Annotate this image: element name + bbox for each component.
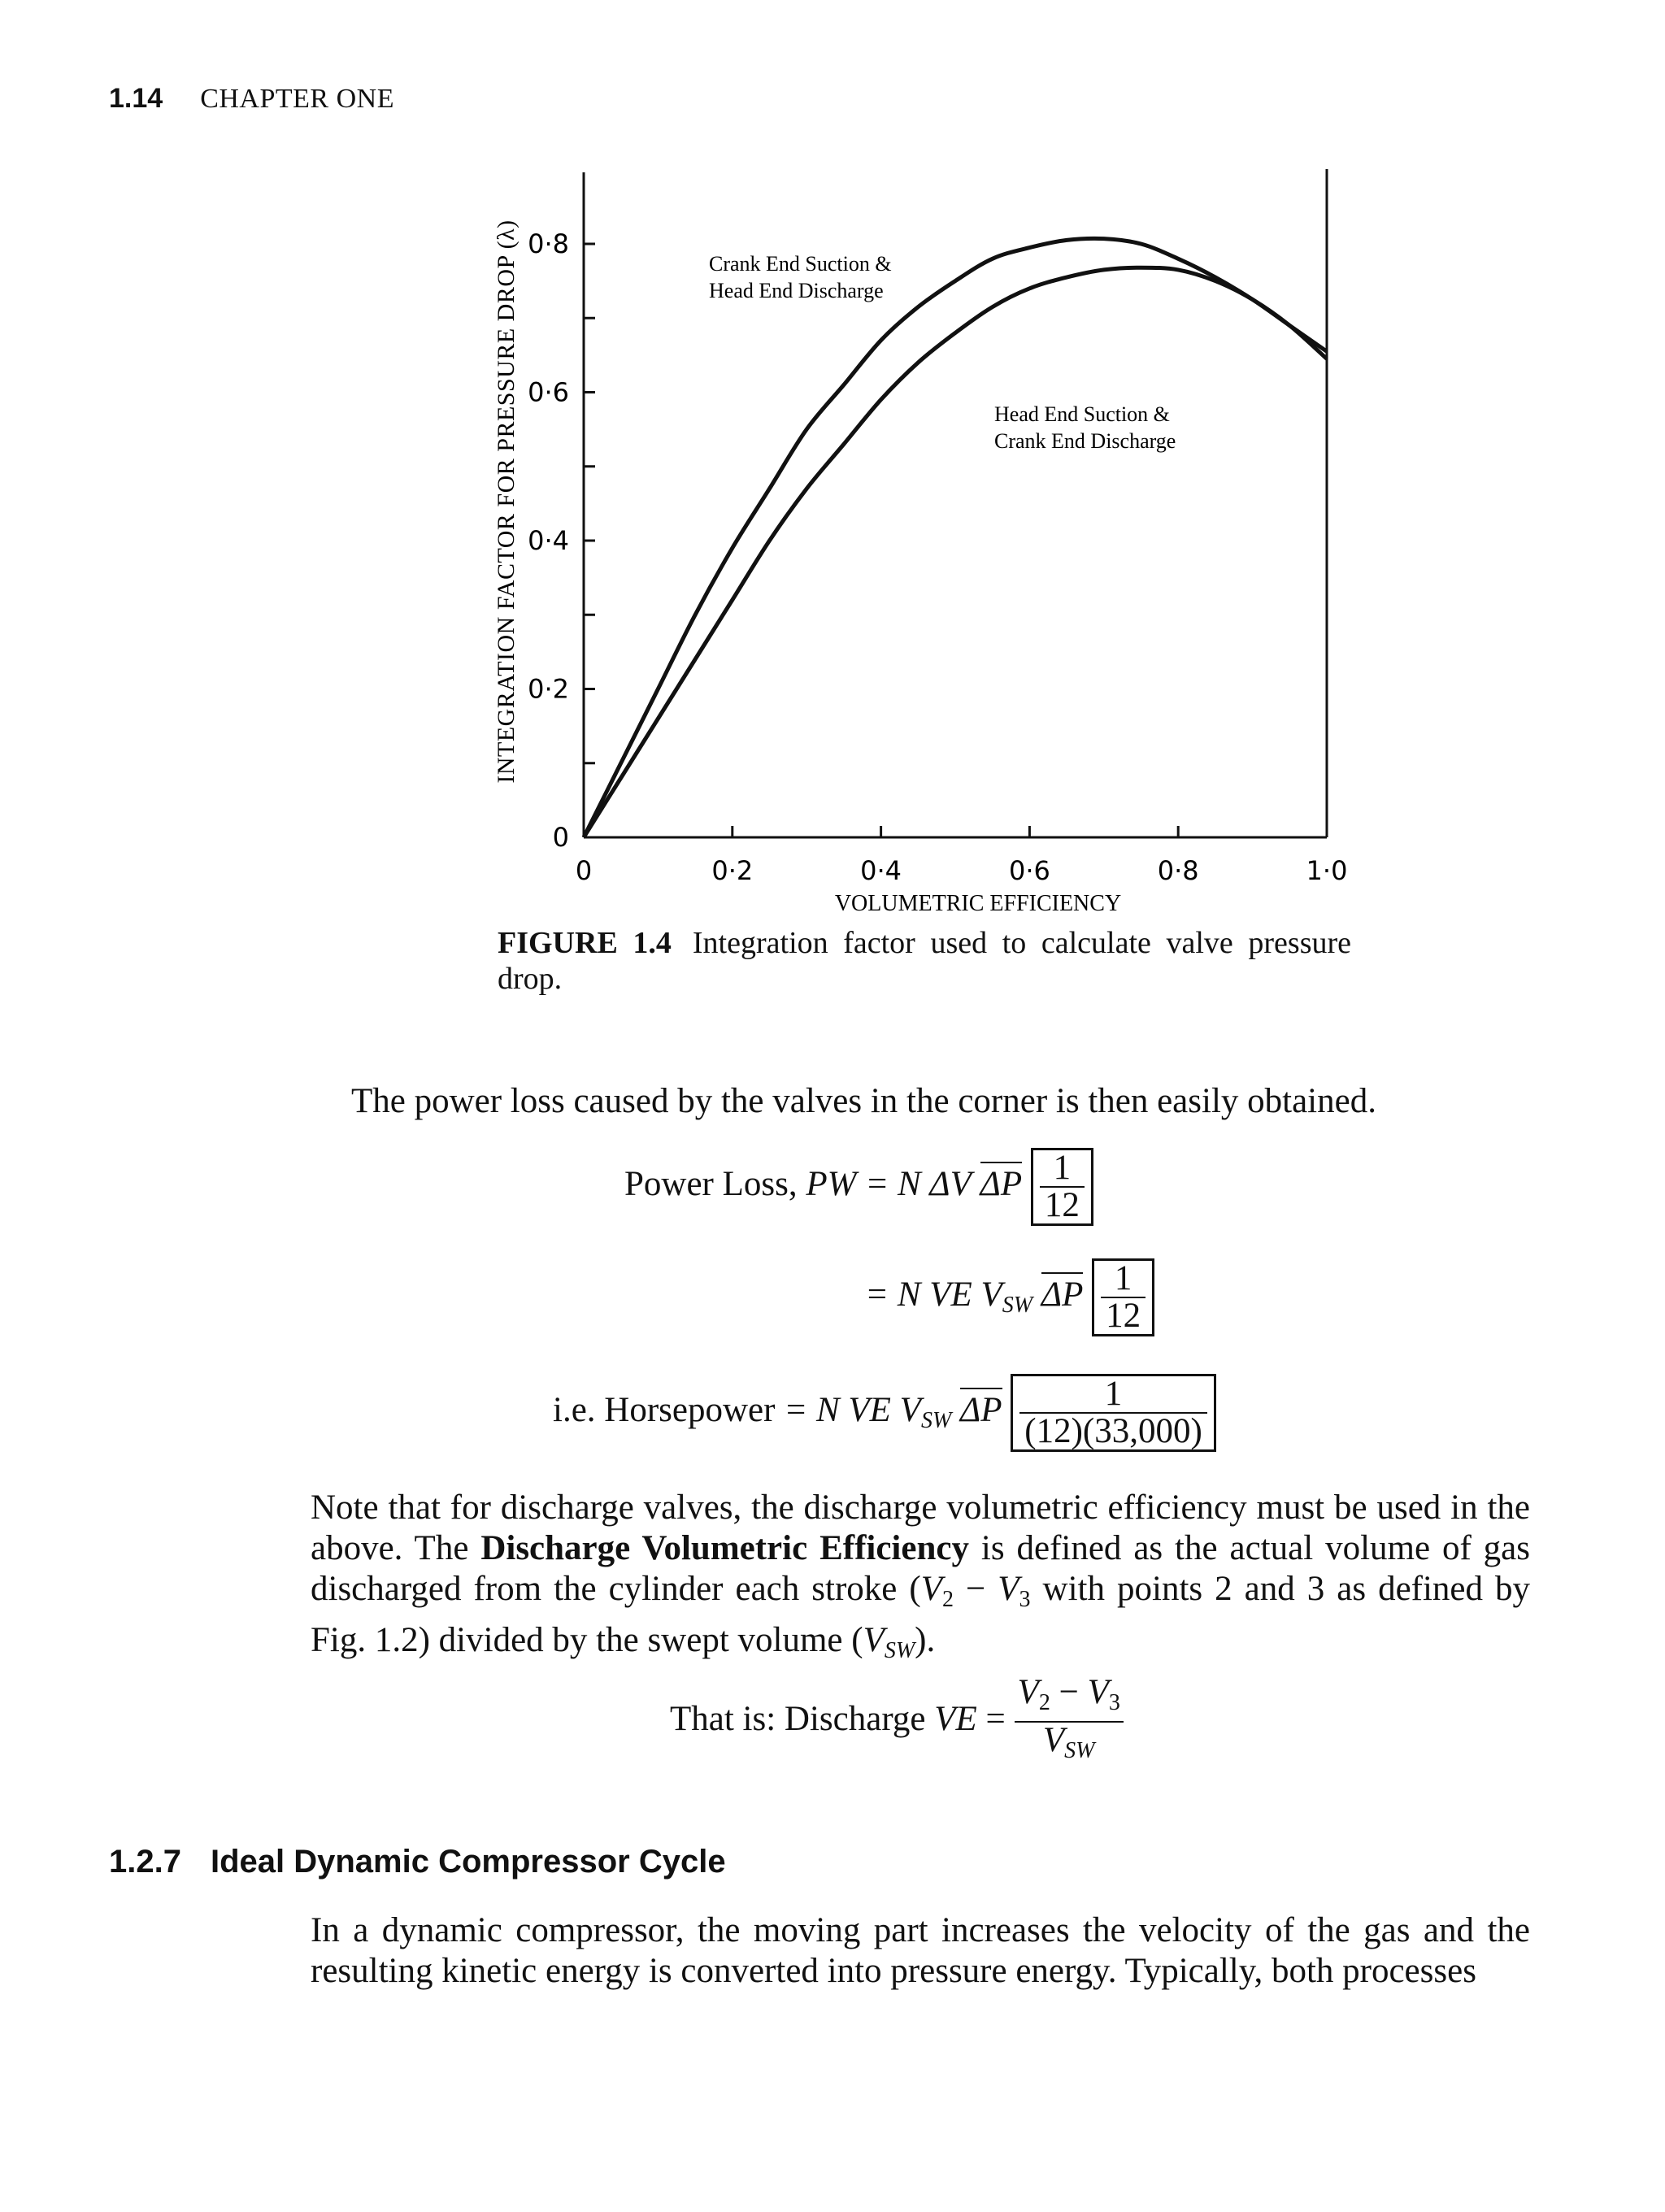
eq4-v3: V bbox=[1087, 1673, 1109, 1711]
eq1-bracket bbox=[1031, 1148, 1093, 1226]
para2-sub2: 2 bbox=[941, 1587, 954, 1612]
eq2-rhs: = N VE V bbox=[865, 1275, 1002, 1314]
x-axis-label: VOLUMETRIC EFFICIENCY bbox=[834, 891, 1122, 916]
x-tick-label: 0·6 bbox=[1008, 855, 1050, 886]
series-label-head-end-suction-line1: Head End Suction & bbox=[994, 402, 1170, 426]
x-tick-label: 0·2 bbox=[711, 855, 754, 886]
series-label-crank-end-suction-line2: Head End Discharge bbox=[709, 279, 884, 302]
section-number: 1.2.7 bbox=[109, 1844, 181, 1880]
y-tick-label: 0 bbox=[552, 822, 569, 853]
section-title: Ideal Dynamic Compressor Cycle bbox=[210, 1844, 726, 1880]
series-label-head-end-suction-line2: Crank End Discharge bbox=[994, 429, 1176, 453]
para2-sub3: 3 bbox=[1019, 1587, 1031, 1612]
y-tick-label: 0·8 bbox=[528, 228, 569, 259]
x-tick-label: 0·4 bbox=[860, 855, 902, 886]
series-head-end-suction-curve bbox=[584, 267, 1327, 837]
eq4-fraction bbox=[1015, 1675, 1124, 1769]
para2-c: with points 2 and 3 as defined by Fig. 1.2) divided by the swept volume ( bbox=[311, 1570, 1531, 1659]
chart-frame bbox=[584, 169, 1327, 837]
eq1-pw: PW bbox=[806, 1164, 857, 1203]
figure-label: FIGURE 1.4 bbox=[498, 926, 672, 960]
para2-sw: SW bbox=[884, 1638, 915, 1663]
chart-ticks bbox=[584, 244, 1178, 837]
chart-tick-labels bbox=[528, 228, 1347, 886]
figure-caption-text: Integration factor used to calculate valve pressure drop. bbox=[498, 926, 1351, 996]
eq1-lead: Power Loss, bbox=[624, 1164, 806, 1203]
section-heading bbox=[109, 1844, 726, 1880]
para2-minus: − bbox=[965, 1570, 986, 1608]
eq2-sw: SW bbox=[1002, 1292, 1033, 1318]
y-tick-label: 0·2 bbox=[528, 673, 569, 705]
eq4-ve: VE bbox=[934, 1699, 977, 1738]
eq2-den: 12 bbox=[1106, 1297, 1141, 1335]
eq3-den: (12)(33,000) bbox=[1024, 1412, 1202, 1450]
eq3-dp: ΔP bbox=[960, 1388, 1002, 1429]
eq4-den bbox=[1015, 1723, 1124, 1769]
eq4-vsw: V bbox=[1042, 1721, 1065, 1759]
para2-vsw: V bbox=[863, 1621, 885, 1659]
eq1-den: 12 bbox=[1044, 1186, 1080, 1224]
equation-power-loss bbox=[624, 1148, 1093, 1226]
eq1-dp: ΔP bbox=[980, 1162, 1023, 1203]
eq3-bracket bbox=[1011, 1374, 1216, 1452]
y-axis-label: INTEGRATION FACTOR FOR PRESSURE DROP (λ) bbox=[493, 219, 519, 784]
para2-v3: V bbox=[998, 1570, 1019, 1608]
eq4-sw: SW bbox=[1064, 1738, 1095, 1763]
x-tick-label: 0 bbox=[575, 855, 593, 886]
integration-factor-chart bbox=[0, 0, 1665, 927]
equation-horsepower bbox=[553, 1374, 1216, 1452]
eq4-v2: V bbox=[1017, 1673, 1039, 1711]
eq4-minus: − bbox=[1059, 1673, 1079, 1711]
para2-b: is defined as the actual volume of gas discharged from the cylinder each stroke ( bbox=[311, 1529, 1531, 1608]
eq2-num: 1 bbox=[1101, 1261, 1146, 1298]
eq1-num: 1 bbox=[1040, 1150, 1085, 1188]
eq2-bracket bbox=[1092, 1258, 1154, 1336]
paragraph-dynamic-compressor: In a dynamic compressor, the moving part increases the velocity of the gas and the resulting kinetic energy is converted into pressure energy. Typically, both processes bbox=[311, 1911, 1530, 1990]
para2-bold-term: Discharge Volumetric Efficiency bbox=[480, 1529, 969, 1567]
eq4-eq: = bbox=[985, 1699, 1006, 1738]
eq3-num: 1 bbox=[1019, 1376, 1207, 1414]
eq3-lead: i.e. Horsepower bbox=[553, 1390, 776, 1429]
y-tick-label: 0·6 bbox=[528, 376, 569, 408]
chart-series bbox=[584, 238, 1327, 837]
eq2-dp: ΔP bbox=[1041, 1272, 1084, 1314]
x-tick-label: 1·0 bbox=[1306, 855, 1348, 886]
chapter-title: CHAPTER ONE bbox=[200, 84, 394, 114]
eq4-lead: That is: Discharge bbox=[670, 1699, 935, 1738]
x-tick-label: 0·8 bbox=[1157, 855, 1199, 886]
equation-power-loss-ve bbox=[865, 1258, 1154, 1336]
eq3-sw: SW bbox=[920, 1407, 952, 1433]
eq3-rhs: = N VE V bbox=[784, 1390, 921, 1429]
paragraph-power-loss: The power loss caused by the valves in the corner is then easily obtained. bbox=[351, 1082, 1376, 1120]
eq4-num bbox=[1015, 1675, 1124, 1723]
eq4-sub2: 2 bbox=[1038, 1690, 1050, 1715]
series-crank-end-suction-curve bbox=[584, 238, 1327, 837]
page-number: 1.14 bbox=[109, 83, 163, 114]
eq1-rhs: = N ΔV bbox=[865, 1164, 972, 1203]
equation-discharge-ve bbox=[670, 1675, 1124, 1769]
para2-v2: V bbox=[920, 1570, 942, 1608]
paragraph-discharge-ve bbox=[311, 1488, 1530, 1671]
series-label-crank-end-suction-line1: Crank End Suction & bbox=[709, 252, 892, 276]
para2-d: ). bbox=[915, 1621, 936, 1659]
para2-a: Note that for discharge valves, the discharge volumetric efficiency must be used in the above. The bbox=[311, 1488, 1530, 1567]
y-tick-label: 0·4 bbox=[528, 525, 569, 556]
eq4-sub3: 3 bbox=[1108, 1690, 1120, 1715]
figure-caption bbox=[498, 925, 1351, 997]
